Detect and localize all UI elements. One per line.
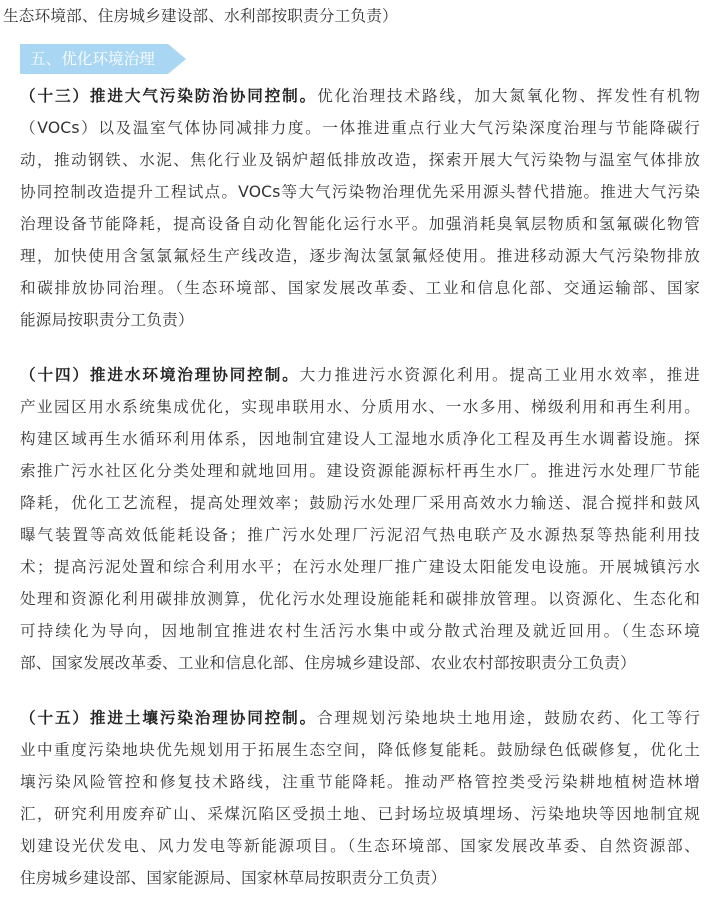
paragraph-line: 部、国家发展改革委、工业和信息化部、住房城乡建设部、农业农村部按职责分工负责） (20, 654, 636, 672)
paragraph-text: 大力推进污水资源化利用。提高工业用水效率，推进 (299, 366, 700, 384)
paragraph-line: 治理设备节能降耗，提高设备自动化智能化运行水平。加强消耗臭氧层物质和氢氟碳化物管 (20, 215, 700, 233)
section-title: 五、优化环境治理 (30, 50, 155, 68)
paragraph-line: 理，加快使用含氢氯氟烃生产线改造，逐步淘汰氢氯氟烃使用。推进移动源大气污染物排放 (20, 247, 700, 265)
paragraph-text: 优化治理技术路线，加大氮氧化物、挥发性有机物 (317, 87, 700, 105)
paragraph-lead: （十三）推进大气污染防治协同控制。 (20, 87, 318, 105)
paragraph-first-line (20, 361, 700, 389)
paragraph-line: 可持续化为导向，因地制宜推进农村生活污水集中或分散式治理及就近回用。（生态环境 (20, 622, 700, 640)
paragraph-line: 降耗，优化工艺流程，提高处理效率；鼓励污水处理厂采用高效水力输送、混合搅拌和鼓风 (20, 494, 700, 512)
paragraph-line: 划建设光伏发电、风力发电等新能源项目。（生态环境部、国家发展改革委、自然资源部、 (20, 837, 700, 855)
paragraph-lead: （十四）推进水环境治理协同控制。 (20, 366, 300, 384)
paragraph-line: 处理和资源化利用碳排放测算，优化污水处理设施能耗和碳排放管理。以资源化、生态化和 (20, 590, 700, 608)
paragraph-first-line (20, 704, 700, 732)
paragraph-line: 产业园区用水系统集成优化，实现串联用水、分质用水、一水多用、梯级利用和再生利用。 (20, 398, 700, 416)
paragraph-line: （VOCs）以及温室气体协同减排力度。一体推进重点行业大气污染深度治理与节能降碳行 (20, 119, 700, 137)
paragraph-first-line (20, 82, 700, 110)
paragraph-line: 动，推动钢铁、水泥、焦化行业及锅炉超低排放改造，探索开展大气污染物与温室气体排放 (20, 151, 700, 169)
paragraph-line: 业中重度污染地块优先规划用于拓展生态空间，降低修复能耗。鼓励绿色低碳修复，优化土 (20, 741, 700, 759)
paragraph-line: 和碳排放协同治理。（生态环境部、国家发展改革委、工业和信息化部、交通运输部、国家 (20, 279, 700, 297)
paragraph-line: 术；提高污泥处置和综合利用水平；在污水处理厂推广建设太阳能发电设施。开展城镇污水 (20, 558, 700, 576)
paragraph-line: 能源局按职责分工负责） (20, 311, 194, 329)
paragraph-line: 曝气装置等高效低能耗设备；推广污水处理厂污泥沼气热电联产及水源热泵等热能利用技 (20, 526, 700, 544)
paragraph-line: 汇，研究利用废弃矿山、采煤沉陷区受损土地、已封场垃圾填埋场、污染地块等因地制宜规 (20, 805, 700, 823)
paragraph-line: 壤污染风险管控和修复技术路线，注重节能降耗。推动严格管控类受污染耕地植树造林增 (20, 773, 700, 791)
paragraph-line: 住房城乡建设部、国家能源局、国家林草局按职责分工负责） (20, 869, 447, 887)
paragraph-line: 索推广污水社区化分类处理和就地回用。建设资源能源标杆再生水厂。推进污水处理厂节能 (20, 462, 700, 480)
paragraph-text: 合理规划污染地块土地用途，鼓励农药、化工等行 (317, 709, 700, 727)
top-line: 生态环境部、住房城乡建设部、水利部按职责分工负责） (3, 7, 398, 25)
paragraph-line: 协同控制改造提升工程试点。VOCs等大气污染物治理优先采用源头替代措施。推进大气污染 (20, 183, 700, 201)
paragraph-lead: （十五）推进土壤污染治理协同控制。 (20, 709, 318, 727)
paragraph-line: 构建区域再生水循环利用体系，因地制宜建设人工湿地水质净化工程及再生水调蓄设施。探 (20, 430, 700, 448)
